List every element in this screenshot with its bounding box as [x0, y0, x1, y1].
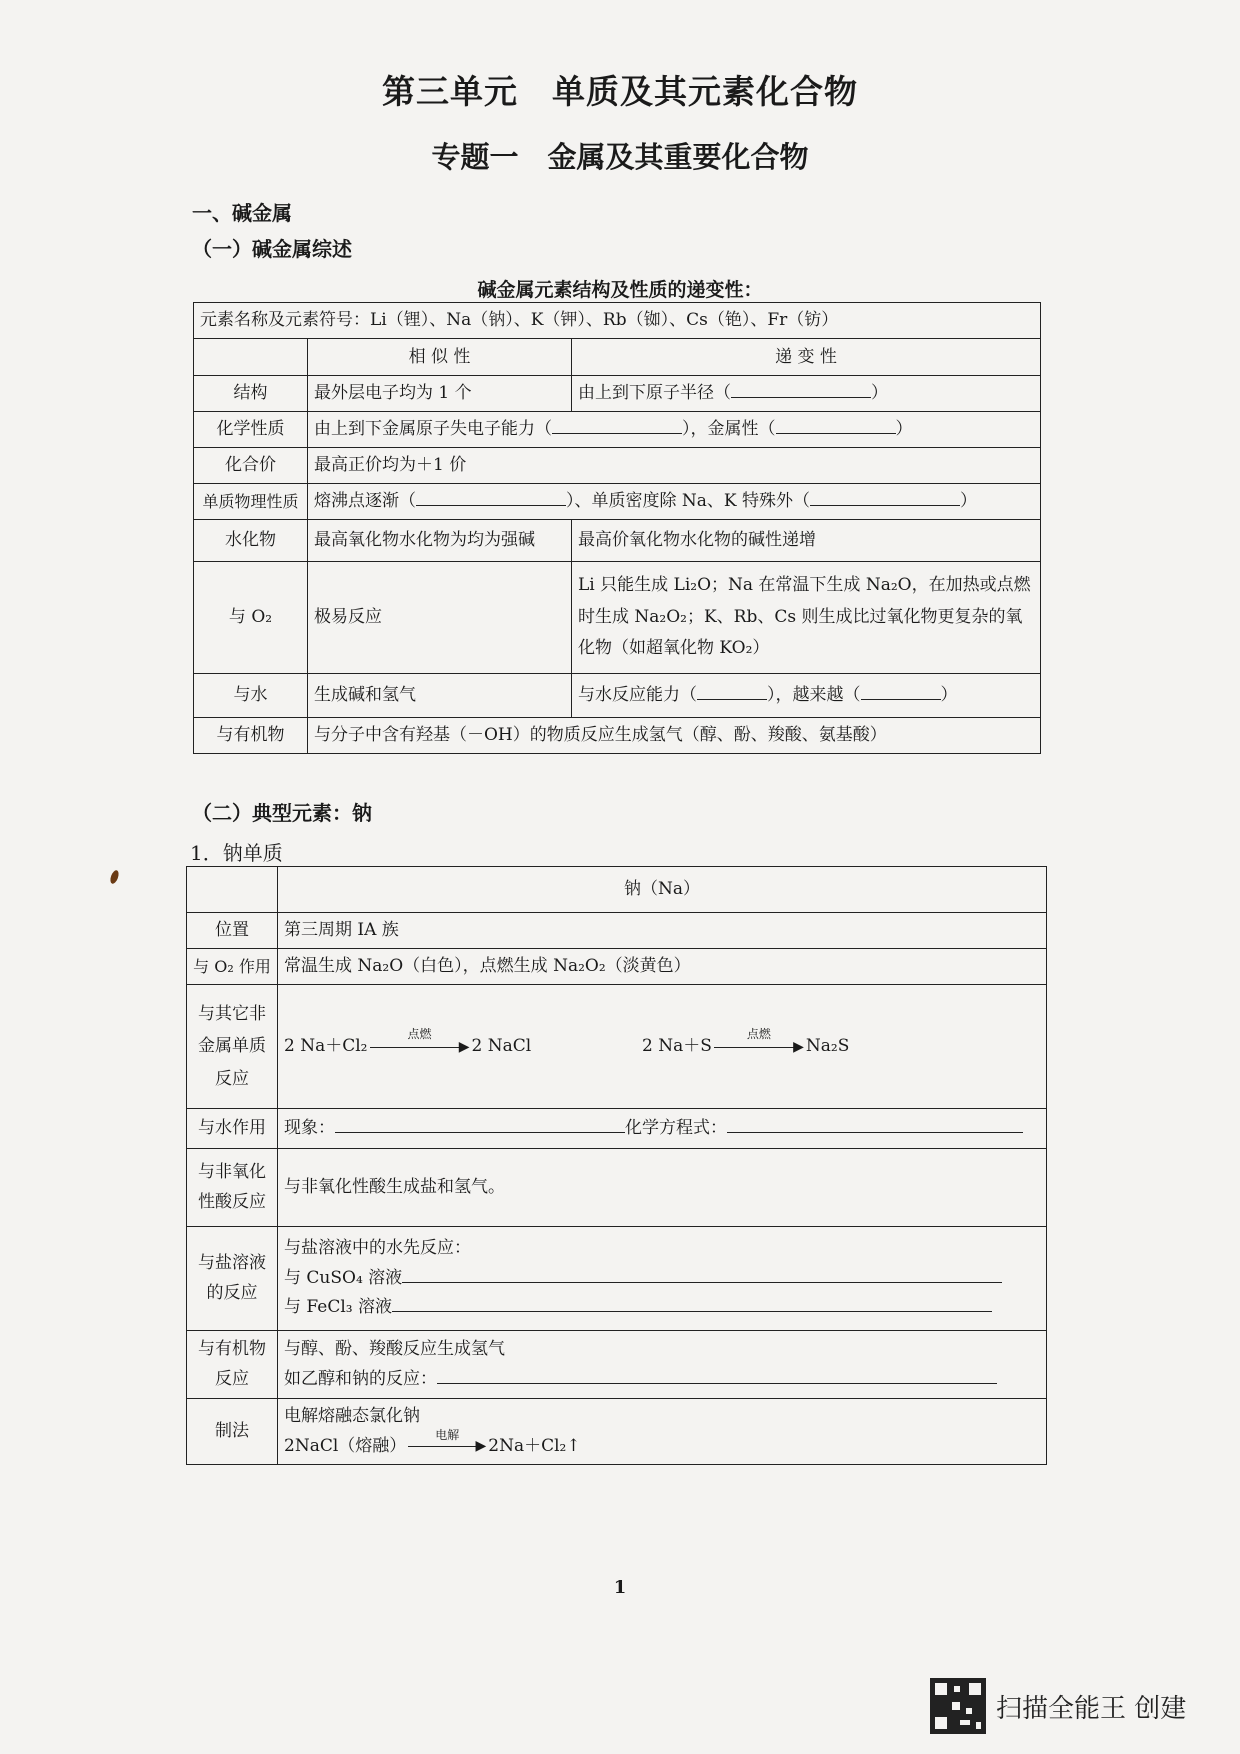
table-row	[194, 562, 1041, 674]
table-row	[194, 412, 1041, 448]
row-label: 与 O₂ 作用	[187, 949, 278, 985]
fill-blank[interactable]	[810, 489, 960, 506]
cell-trend: Li 只能生成 Li₂O；Na 在常温下生成 Na₂O，在加热或点燃时生成 Na₂O₂；K、Rb、Cs 则生成比过氧化物更复杂的氧化物（如超氧化物 KO₂）	[572, 562, 1041, 674]
row-label: 与水作用	[187, 1109, 278, 1149]
row-label: 与非氧化性酸反应	[187, 1149, 278, 1227]
watermark-text: 扫描全能王 创建	[996, 1693, 1187, 1724]
sodium-table	[186, 866, 1047, 1465]
fill-blank[interactable]	[697, 683, 767, 700]
table-row	[187, 1399, 1047, 1465]
cell-content: 由上到下金属原子失电子能力（ ），金属性（ ）	[308, 412, 1041, 448]
table-row	[187, 913, 1047, 949]
row-label: 结构	[194, 376, 308, 412]
row-label: 与 O₂	[194, 562, 308, 674]
cell-content: 电解熔融态氯化钠 2NaCl（熔融） 电解 ▶ 2Na＋Cl₂↑	[278, 1399, 1047, 1465]
subsection-heading: （一）碱金属综述	[192, 237, 352, 261]
cell-content: 与醇、酚、羧酸反应生成氢气 如乙醇和钠的反应：	[278, 1331, 1047, 1399]
row-label: 单质物理性质	[194, 484, 308, 520]
cell-similar: 生成碱和氢气	[308, 674, 572, 718]
row-label: 水化物	[194, 520, 308, 562]
row-label: 化合价	[194, 448, 308, 484]
table-row	[194, 484, 1041, 520]
cell-trend: 由上到下原子半径（ ）	[572, 376, 1041, 412]
table-caption: 碱金属元素结构及性质的递变性：	[477, 279, 763, 301]
table-row	[187, 949, 1047, 985]
equation-2: 2 Na＋S 点燃 ▶ Na₂S	[642, 1026, 850, 1057]
table-row	[194, 520, 1041, 562]
cell-content: 熔沸点逐渐（ ）、单质密度除 Na、K 特殊外（ ）	[308, 484, 1041, 520]
table-row	[187, 1149, 1047, 1227]
cell-content: 与分子中含有羟基（－OH）的物质反应生成氢气（醇、酚、羧酸、氨基酸）	[308, 718, 1041, 754]
col-similar: 相 似 性	[308, 339, 572, 376]
row-label: 与有机物	[194, 718, 308, 754]
equation-3: 2NaCl（熔融） 电解 ▶ 2Na＋Cl₂↑	[284, 1428, 581, 1456]
table-row	[187, 1227, 1047, 1331]
row-label: 与其它非金属单质反应	[187, 985, 278, 1109]
cell-content: 与非氧化性酸生成盐和氢气。	[278, 1149, 1047, 1227]
cell-content: 最高正价均为＋1 价	[308, 448, 1041, 484]
fill-blank[interactable]	[861, 683, 941, 700]
table-row	[194, 718, 1041, 754]
fill-blank[interactable]	[416, 489, 566, 506]
arrow-icon: 点燃 ▶	[714, 1038, 804, 1056]
table-row	[187, 1109, 1047, 1149]
cell-content: 常温生成 Na₂O（白色），点燃生成 Na₂O₂（淡黄色）	[278, 949, 1047, 985]
unit-title: 第三单元 单质及其元素化合物	[382, 72, 858, 111]
arrow-icon: 点燃 ▶	[370, 1038, 470, 1056]
fill-blank[interactable]	[437, 1367, 997, 1384]
qr-code-icon	[930, 1678, 986, 1734]
cell-similar: 最高氧化物水化物为均为强碱	[308, 520, 572, 562]
fill-blank[interactable]	[776, 417, 896, 434]
cell-similar: 最外层电子均为 1 个	[308, 376, 572, 412]
page-number: 1	[613, 1577, 627, 1598]
table-row	[194, 448, 1041, 484]
item-heading: 1．钠单质	[190, 841, 283, 865]
table-row	[194, 376, 1041, 412]
fill-blank[interactable]	[335, 1116, 625, 1133]
cell-similar: 极易反应	[308, 562, 572, 674]
subsection-heading: （二）典型元素：钠	[192, 801, 372, 825]
table-row	[194, 674, 1041, 718]
fill-blank[interactable]	[402, 1266, 1002, 1283]
row-label: 与盐溶液的反应	[187, 1227, 278, 1331]
cell-content: 第三周期 IA 族	[278, 913, 1047, 949]
ink-spot	[109, 869, 120, 885]
scanner-watermark	[930, 1678, 1186, 1734]
fill-blank[interactable]	[731, 381, 871, 398]
cell-content	[278, 985, 1047, 1109]
topic-title: 专题一 金属及其重要化合物	[431, 140, 809, 174]
fill-blank[interactable]	[392, 1295, 992, 1312]
fill-blank[interactable]	[727, 1116, 1023, 1133]
row-label: 化学性质	[194, 412, 308, 448]
section-heading: 一、碱金属	[192, 201, 292, 225]
table-row	[187, 985, 1047, 1109]
fill-blank[interactable]	[552, 417, 682, 434]
table-header: 钠（Na）	[278, 867, 1047, 913]
row-label: 位置	[187, 913, 278, 949]
col-trend: 递 变 性	[572, 339, 1041, 376]
equation-1: 2 Na＋Cl₂ 点燃 ▶ 2 NaCl	[284, 1026, 532, 1057]
row-label: 与有机物反应	[187, 1331, 278, 1399]
table-header: 元素名称及元素符号：Li（锂）、Na（钠）、K（钾）、Rb（铷）、Cs（铯）、Fr（钫）	[194, 303, 1041, 339]
row-label: 制法	[187, 1399, 278, 1465]
row-label: 与水	[194, 674, 308, 718]
table-row	[187, 1331, 1047, 1399]
cell-content: 现象： 化学方程式：	[278, 1109, 1047, 1149]
alkali-metal-table	[193, 302, 1041, 754]
cell-trend: 与水反应能力（ ），越来越（ ）	[572, 674, 1041, 718]
cell-trend: 最高价氧化物水化物的碱性递增	[572, 520, 1041, 562]
arrow-icon: 电解 ▶	[408, 1437, 486, 1455]
cell-content: 与盐溶液中的水先反应： 与 CuSO₄ 溶液 与 FeCl₃ 溶液	[278, 1227, 1047, 1331]
